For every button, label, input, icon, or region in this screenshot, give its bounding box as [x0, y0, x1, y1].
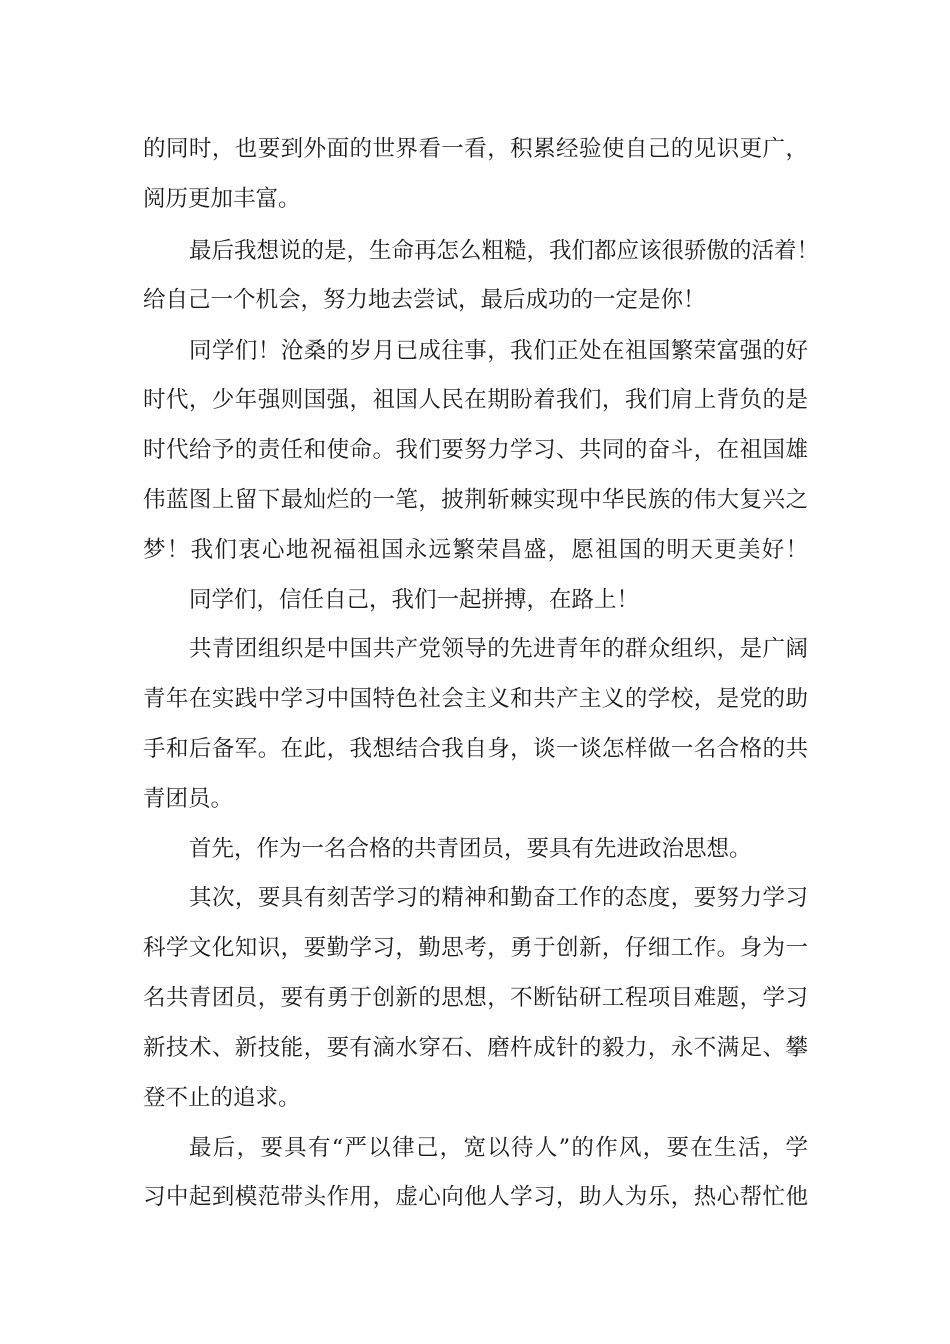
- text-line: 最后我想说的是，生命再怎么粗糙，我们都应该很骄傲的活着！: [189, 238, 820, 264]
- text-line: 伟蓝图上留下最灿烂的一笔，披荆斩棘实现中华民族的伟大复兴之: [143, 487, 808, 513]
- text-line: 最后，要具有“严以律己，宽以待人”的作风，要在生活，学: [189, 1135, 808, 1161]
- text-line: 共青团组织是中国共产党领导的先进青年的群众组织，是广阔: [189, 636, 808, 662]
- text-line: 首先，作为一名合格的共青团员，要具有先进政治思想。: [189, 836, 752, 862]
- text-line: 习中起到模范带头作用，虚心向他人学习，助人为乐，热心帮忙他: [143, 1184, 808, 1210]
- text-line: 名共青团员，要有勇于创新的思想，不断钻研工程项目难题，学习: [143, 985, 808, 1011]
- text-line: 时代，少年强则国强，祖国人民在期盼着我们，我们肩上背负的是: [143, 387, 808, 413]
- text-line: 阅历更加丰富。: [143, 186, 301, 212]
- text-line: 给自己一个机会，努力地去尝试，最后成功的一定是你！: [143, 287, 706, 313]
- text-line: 手和后备军。在此，我想结合我自身，谈一谈怎样做一名合格的共: [143, 736, 808, 762]
- text-line: 同学们！沧桑的岁月已成往事，我们正处在祖国繁荣富强的好: [189, 338, 808, 364]
- text-line: 新技术、新技能，要有滴水穿石、磨杵成针的毅力，永不满足、攀: [143, 1035, 808, 1061]
- text-line: 青年在实践中学习中国特色社会主义和共产主义的学校，是党的助: [143, 686, 808, 712]
- text-line: 同学们，信任自己，我们一起拼搏，在路上！: [189, 587, 640, 613]
- text-line: 其次，要具有刻苦学习的精神和勤奋工作的态度，要努力学习: [189, 885, 808, 911]
- text-line: 时代给予的责任和使命。我们要努力学习、共同的奋斗，在祖国雄: [143, 437, 808, 463]
- text-line: 青团员。: [143, 786, 234, 812]
- text-line: 登不止的追求。: [143, 1085, 301, 1111]
- text-line: 的同时，也要到外面的世界看一看，积累经验使自己的见识更广，: [143, 136, 808, 162]
- text-line: 科学文化知识，要勤学习，勤思考，勇于创新，仔细工作。身为一: [143, 935, 808, 961]
- text-line: 梦！我们衷心地祝福祖国永远繁荣昌盛，愿祖国的明天更美好！: [143, 537, 808, 563]
